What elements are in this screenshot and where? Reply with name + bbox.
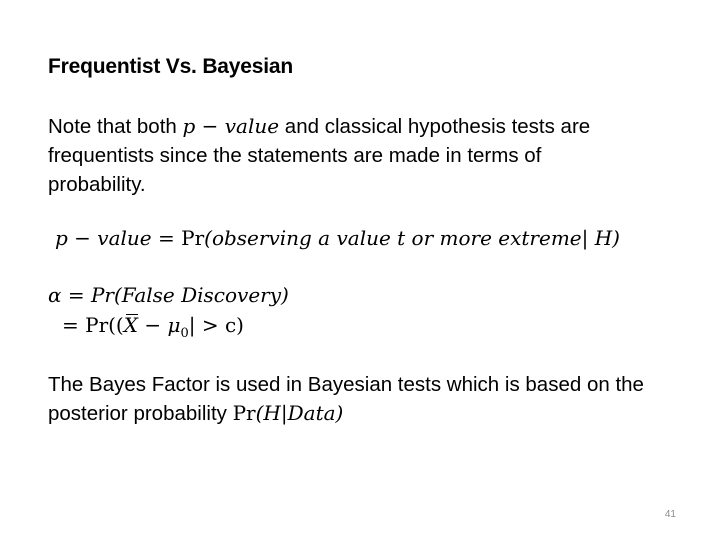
eq-prefix: = Pr(( [62, 313, 124, 337]
x-bar-symbol: X [123, 313, 138, 337]
text-segment: Note that both [48, 115, 183, 138]
eq-argument: (observing a value t or more extreme| H) [204, 226, 620, 250]
equation-p-value [55, 226, 620, 250]
math-posterior: (H|Data) [255, 401, 344, 425]
paragraph-bayes-factor [48, 370, 644, 428]
paragraph-line [48, 399, 644, 428]
eq-suffix: | > c) [188, 313, 244, 337]
paragraph-line [48, 112, 590, 141]
math-p-value: p − value [182, 114, 280, 138]
text-segment: posterior probability [48, 402, 233, 425]
slide-title: Frequentist Vs. Bayesian [48, 55, 293, 78]
eq-subscript: 0 [180, 326, 189, 341]
paragraph-line: frequentists since the statements are made in terms of [48, 144, 542, 167]
paragraph-pvalue-note [48, 112, 590, 199]
equation-alpha-continued [62, 313, 244, 341]
text-segment: and classical hypothesis tests are [279, 115, 591, 138]
paragraph-line: probability. [48, 173, 146, 196]
paragraph-line: The Bayes Factor is used in Bayesian tests which is based on the [48, 373, 644, 396]
eq-equals: = [151, 226, 182, 250]
eq-pr: Pr [181, 226, 205, 250]
math-pr: Pr [232, 401, 256, 425]
eq-minus-mu: − μ [138, 313, 181, 337]
page-number: 41 [664, 509, 676, 520]
equation-alpha: α = Pr(False Discovery) [48, 283, 289, 307]
eq-lhs: p − value [55, 226, 152, 250]
